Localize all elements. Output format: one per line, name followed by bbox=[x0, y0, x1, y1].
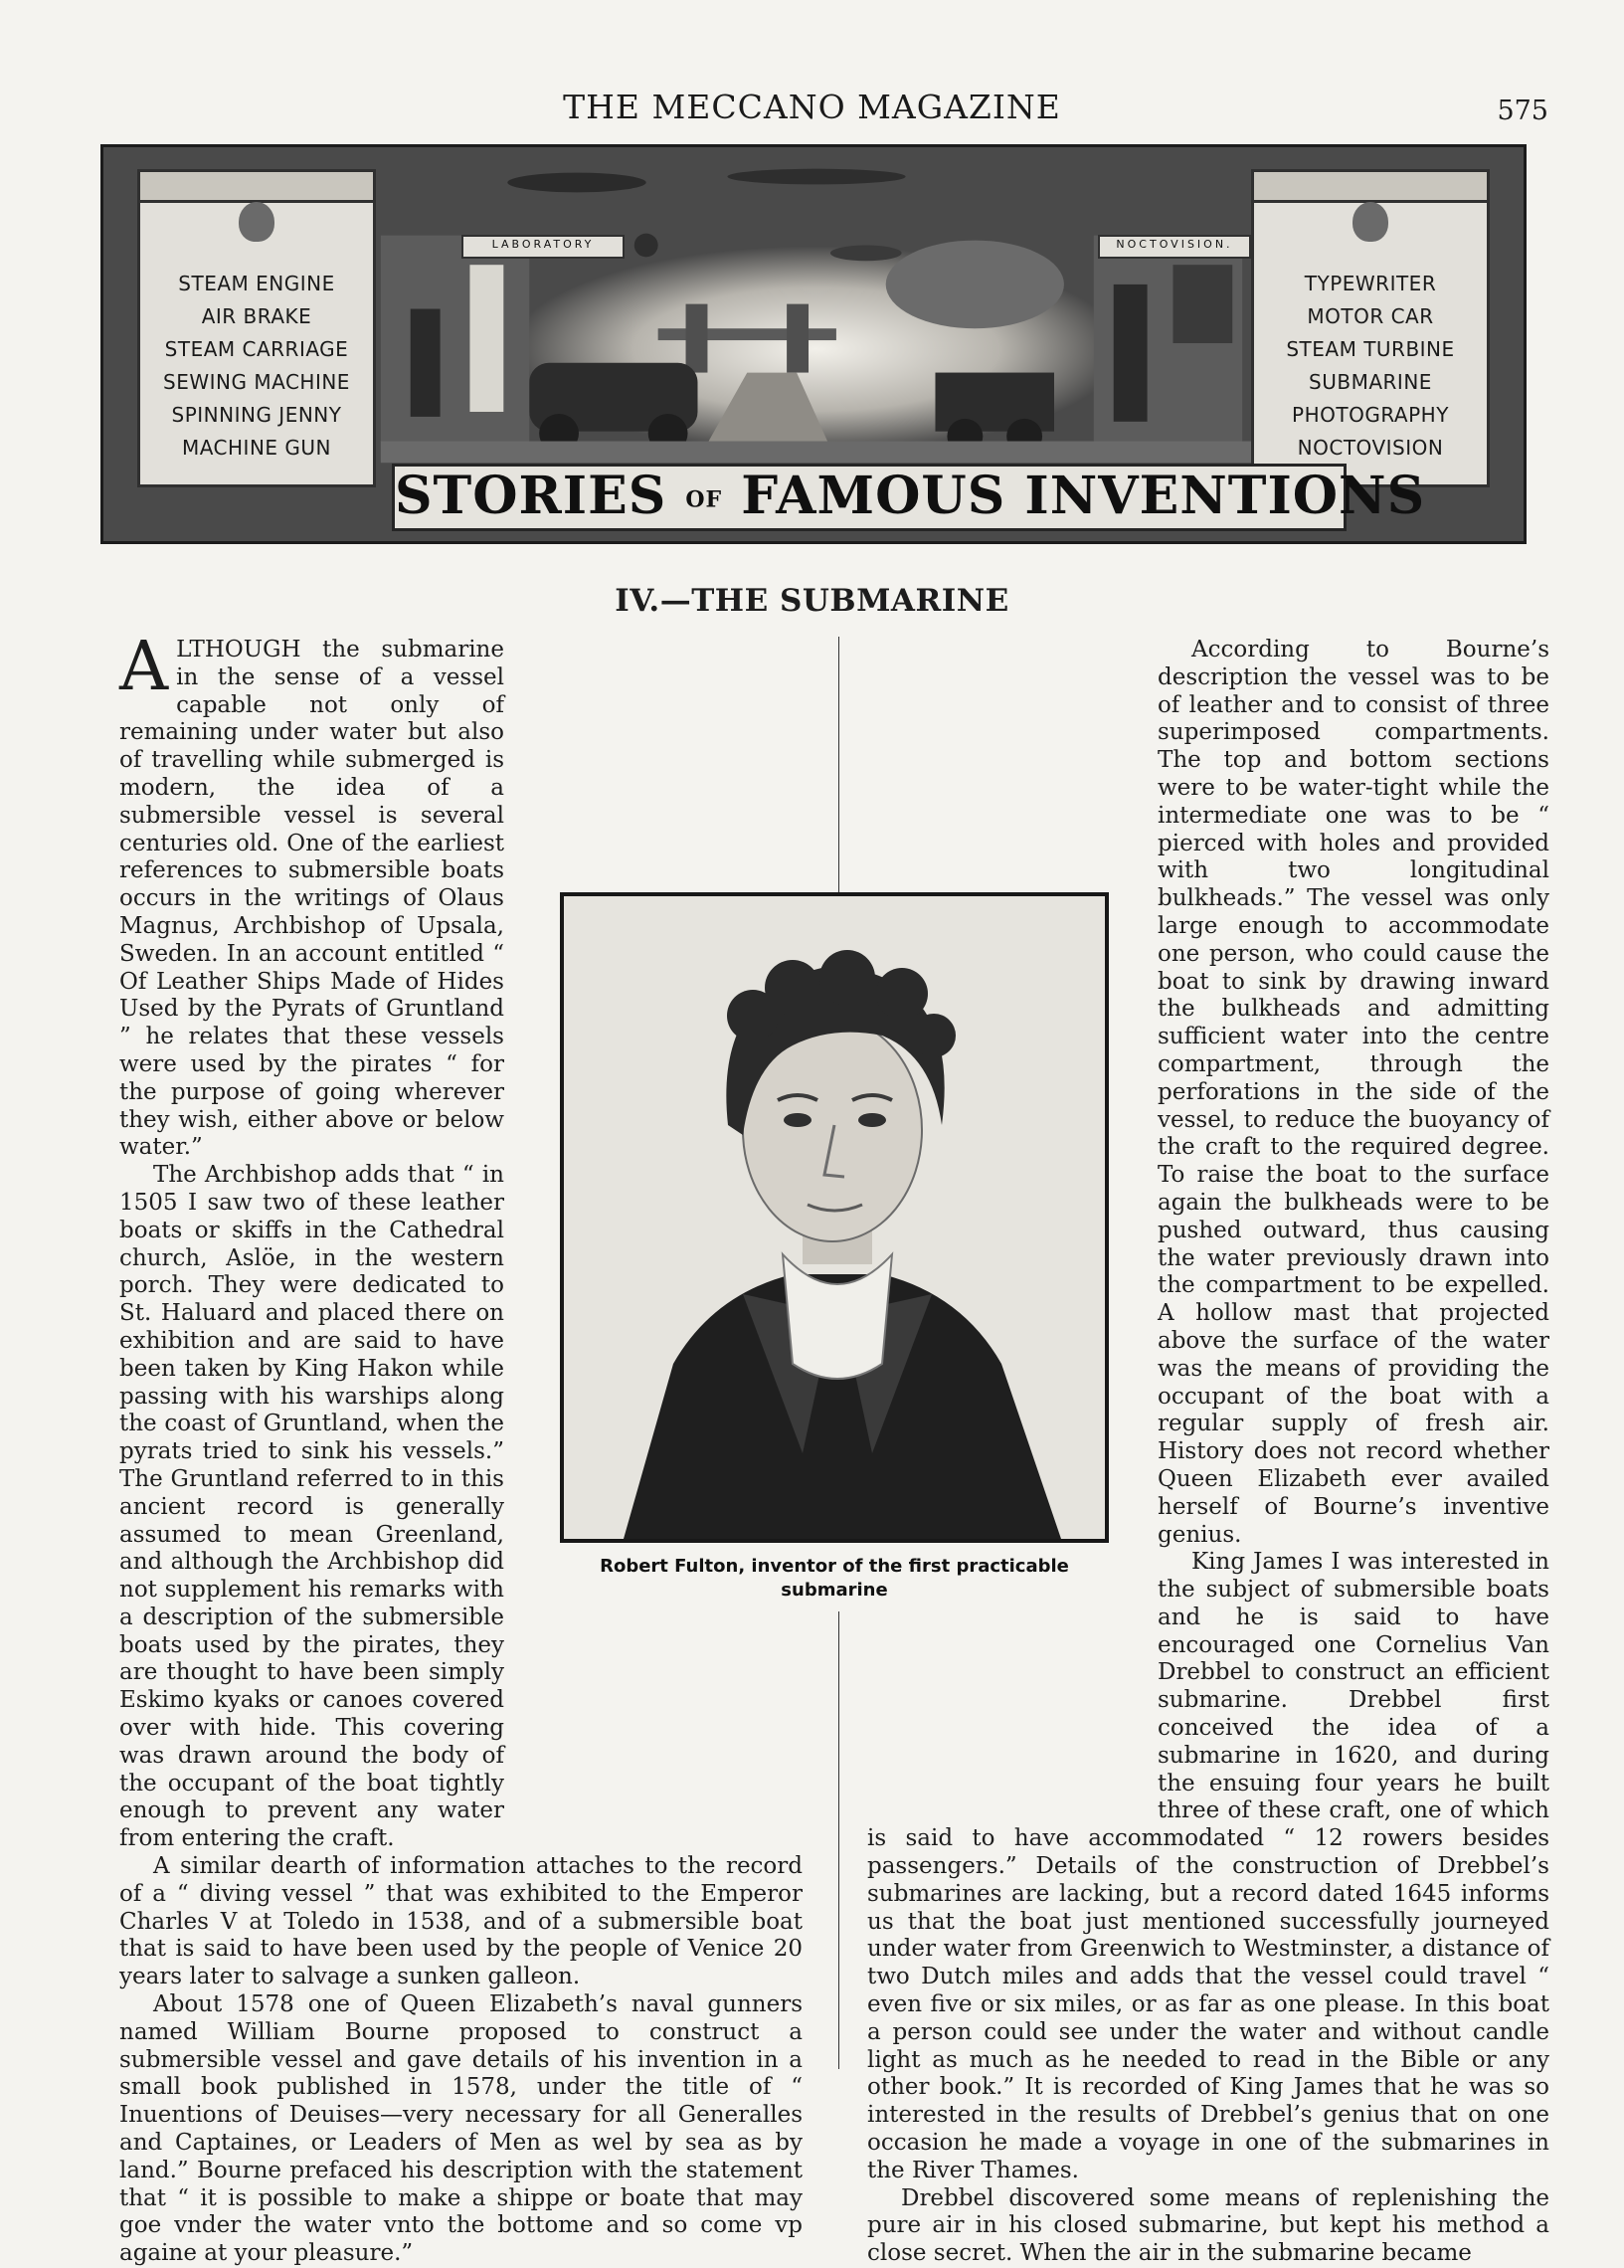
invention-list-item: SEWING MACHINE bbox=[163, 370, 350, 394]
figure-caption: Robert Fulton, inventor of the first practicable submarine bbox=[600, 1556, 1069, 1601]
header-banner bbox=[100, 144, 1527, 544]
invention-list-item: NOCTOVISION bbox=[1297, 436, 1444, 460]
invention-list-item: AIR BRAKE bbox=[201, 304, 312, 328]
lion-head-icon bbox=[239, 202, 274, 242]
left-inventions-panel bbox=[137, 169, 376, 487]
paragraph: About 1578 one of Queen Elizabeth’s naval gunners named William Bourne proposed to construct a submersible vessel and gave details of his invention in a small book published in 1578, under the title of “ Inuentions of Deuises—very necessary for all Generalles and Captaines, or Leaders of Men as wel by sea as by land.” Bourne prefaced his description with the statement that “ it is possible to make a shippe or boate that may goe vnder the water vnto the bottome and so come vp againe at your pleasure.” bbox=[119, 1991, 803, 2267]
pillar-cap bbox=[1254, 172, 1487, 203]
left-inventions-list bbox=[140, 268, 373, 465]
page-number: 575 bbox=[1497, 95, 1548, 126]
invention-list-item: SUBMARINE bbox=[1309, 370, 1432, 394]
running-head bbox=[0, 88, 1624, 127]
pillar-cap bbox=[140, 172, 373, 203]
series-title-part2: FAMOUS INVENTIONS bbox=[741, 466, 1426, 526]
column-rule bbox=[838, 637, 839, 900]
invention-list-item: STEAM CARRIAGE bbox=[164, 337, 349, 361]
paragraph: The Archbishop adds that “ in 1505 I saw two of these leather boats or skiffs in the Cathedral church, Aslöe, in the western porch. They were dedicated to St. Haluard and placed there on exhibition and are said to have been taken by King Hakon while passing with his warships along the coast of Gruntland, when the pyrats tried to sink his vessels.” The Gruntland referred to in this ancient record is generally assumed to mean Greenland, and although the Archbishop did not supplement his remarks with a description of the submersible boats used by the pirates, they are thought to have been simply Eskimo kyaks or canoes covered over with hide. This covering was drawn around the body of the occupant of the boat tightly enough to prevent any water from entering the craft. bbox=[119, 1162, 504, 1852]
invention-list-item: SPINNING JENNY bbox=[171, 403, 342, 427]
laboratory-sign: LABORATORY bbox=[461, 235, 625, 259]
paragraph: King James I was interested in the subject of submersible boats and he is said to have encouraged one Cornelius Van Drebbel to construct an efficient submarine. Drebbel first conceived the idea of a submarine in 1620, and during the ensuing four years he built three of these craft, one of which is said to have accommodated “ 12 rowers besides passengers.” Details of the construction of Drebbel’s submarines are lacking, but a record dated 1645 informs us that the boat just mentioned successfully journeyed under water from Greenwich to Westminster, a distance of two Dutch miles and adds that the vessel could travel “ even five or six miles, or as far as one please. In this boat a person could see under the water and without candle light as much as he needed to read in the Bible or any other book.” It is recorded of King James that he was so interested in the results of Drebbel’s genius that on one occasion he made a voyage in one of the submarines in the River Thames. bbox=[867, 1549, 1549, 2183]
invention-list-item: PHOTOGRAPHY bbox=[1292, 403, 1449, 427]
noctovision-sign: NOCTOVISION. bbox=[1098, 235, 1251, 259]
invention-list-item: MOTOR CAR bbox=[1307, 304, 1434, 328]
column-rule bbox=[838, 1611, 839, 2069]
invention-list-item: STEAM ENGINE bbox=[178, 272, 335, 295]
right-inventions-panel bbox=[1251, 169, 1490, 487]
paragraph-text: LTHOUGH the submarine in the sense of a vessel capable not only of remaining under water but also of travelling while submerged is modern, the idea of a submersible vessel is several centuries old. One of the earliest references to submersible boats occurs in the writings of Olaus Magnus, Archbishop of Upsala, Sweden. In an account entitled “ Of Leather Ships Made of Hides Used by the Pyrats of Gruntland ” he relates that these vessels were used by the pirates “ for the purpose of going wherever they wish, either above or below water.” bbox=[119, 637, 504, 1161]
magazine-title: THE MECCANO MAGAZINE bbox=[563, 88, 1061, 126]
series-title-part1: STORIES bbox=[395, 466, 667, 526]
series-title bbox=[392, 464, 1426, 531]
paragraph: A similar dearth of information attaches to the record of a “ diving vessel ” that was exhibited to the Emperor Charles V at Toledo in 1538, and of a submersible boat that is said to have been used by the people of Venice 20 years later to salvage a sunken galleon. bbox=[119, 1853, 803, 1990]
paragraph: According to Bourne’s description the vessel was to be of leather and to consist of three superimposed compartments. The top and bottom sections were to be water-tight while the intermediate one was to be “ pierced with holes and provided with two longitudinal bulkheads.” The vessel was only large enough to accommodate one person, who could cause the boat to sink by drawing inward the bulkheads and admitting sufficient water into the centre compartment, through the perforations in the side of the vessel, to reduce the buoyancy of the craft to the required degree. To raise the boat to the surface again the bulkheads were to be pushed outward, thus causing the water previously drawn into the compartment to be expelled. A hollow mast that projected above the surface of the water was the means of providing the occupant of the boat with a regular supply of fresh air. History does not record whether Queen Elizabeth ever availed herself of Bourne’s inventive genius. bbox=[1158, 637, 1549, 1548]
article-title: IV.—THE SUBMARINE bbox=[615, 583, 1009, 619]
right-inventions-list bbox=[1254, 268, 1487, 465]
drop-cap: A bbox=[119, 628, 169, 706]
series-title-of: OF bbox=[685, 486, 723, 513]
invention-list-item: MACHINE GUN bbox=[181, 436, 332, 460]
portrait-figure bbox=[560, 892, 1109, 1543]
paragraph: Drebbel discovered some means of replenishing the pure air in his closed submarine, but kept his method a close secret. When the air in the submarine became bbox=[867, 2184, 1549, 2267]
invention-list-item: STEAM TURBINE bbox=[1286, 337, 1455, 361]
invention-list-item: TYPEWRITER bbox=[1304, 272, 1437, 295]
robert-fulton-portrait bbox=[564, 896, 1105, 1539]
lion-head-icon bbox=[1353, 202, 1388, 242]
